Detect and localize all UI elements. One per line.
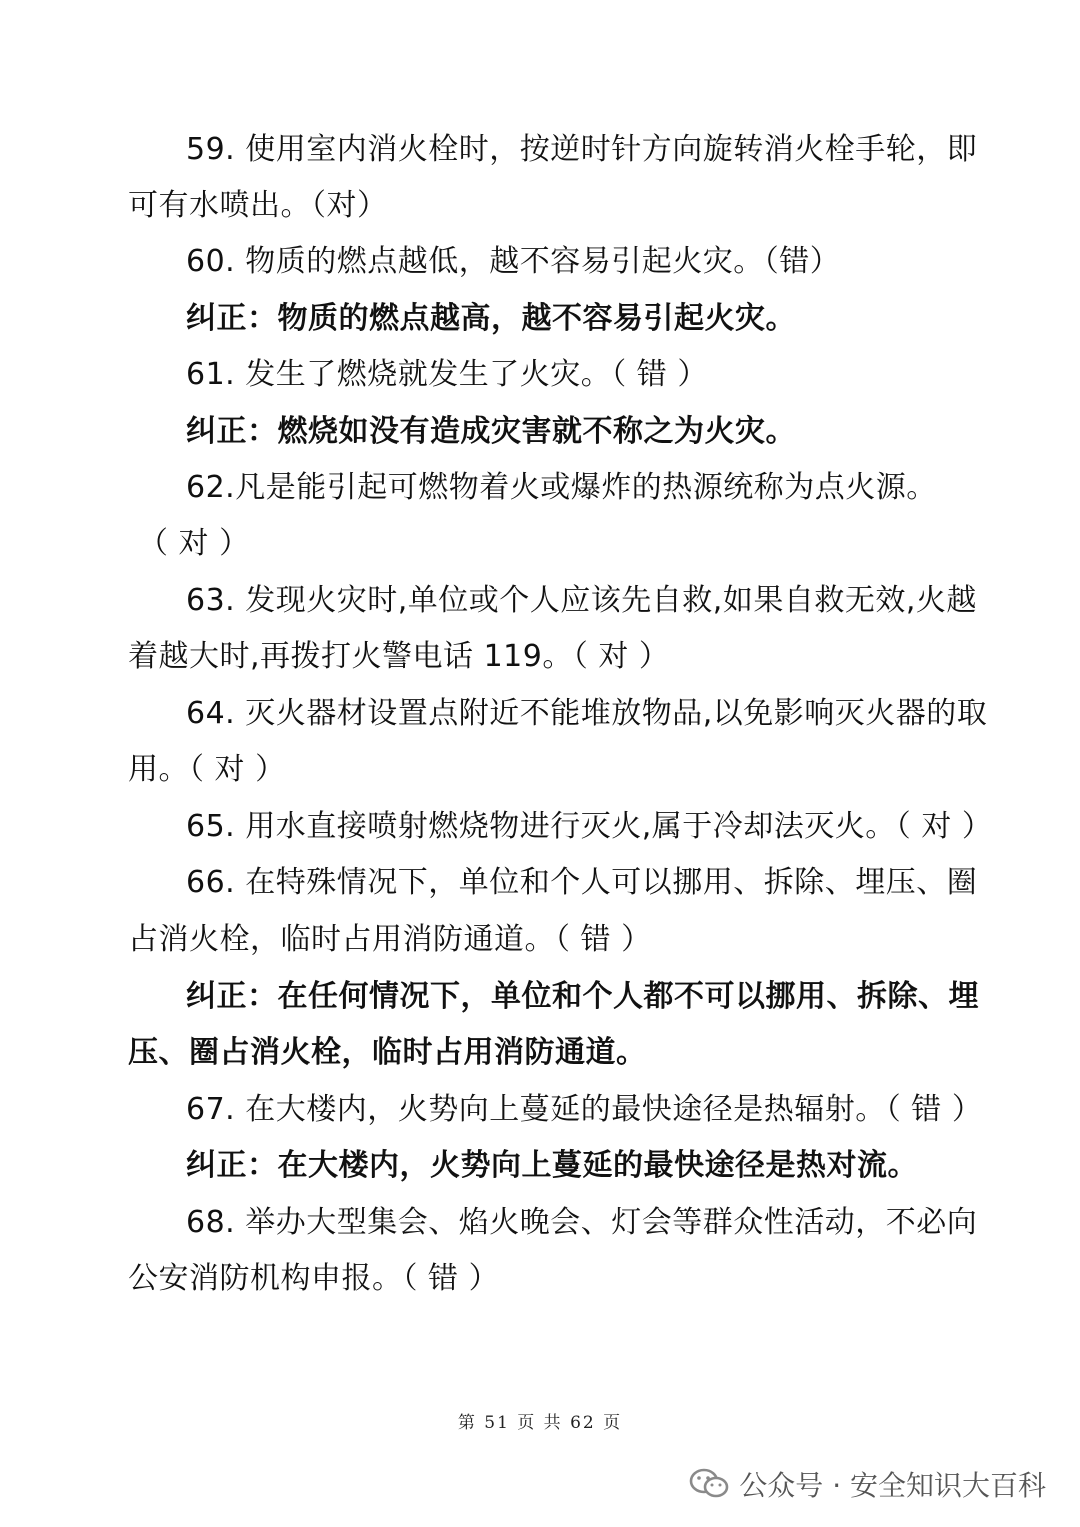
- question-64-line-1: 64. 灭火器材设置点附近不能堆放物品,以免影响灭火器的取: [186, 696, 988, 731]
- watermark: [689, 1460, 1046, 1508]
- question-68-line-2: 公安消防机构申报。（ 错 ）: [128, 1261, 500, 1296]
- question-61: 61. 发生了燃烧就发生了火灾。（ 错 ）: [186, 357, 708, 392]
- question-65: 65. 用水直接喷射燃烧物进行灭火,属于冷却法灭火。（ 对 ）: [186, 809, 993, 844]
- question-66-line-1: 66. 在特殊情况下，单位和个人可以挪用、拆除、埋压、圈: [186, 865, 978, 900]
- question-63-line-2: 着越大时,再拨打火警电话 119。（ 对 ）: [128, 639, 670, 674]
- question-60: 60. 物质的燃点越低，越不容易引起火灾。（错）: [186, 244, 841, 279]
- question-63-line-1: 63. 发现火灾时,单位或个人应该先自救,如果自救无效,火越: [186, 583, 977, 618]
- question-66-line-2: 占消火栓，临时占用消防通道。（ 错 ）: [128, 922, 652, 957]
- question-68-line-1: 68. 举办大型集会、焰火晚会、灯会等群众性活动，不必向: [186, 1205, 978, 1240]
- question-67: 67. 在大楼内，火势向上蔓延的最快途径是热辐射。（ 错 ）: [186, 1092, 983, 1127]
- correction-67: 纠正：在大楼内，火势向上蔓延的最快途径是热对流。: [186, 1148, 918, 1183]
- question-59-line-1: 59. 使用室内消火栓时，按逆时针方向旋转消火栓手轮，即: [186, 132, 978, 167]
- correction-66-line-2: 压、圈占消火栓，临时占用消防通道。: [128, 1035, 647, 1070]
- correction-61: 纠正：燃烧如没有造成灾害就不称之为火灾。: [186, 414, 796, 449]
- question-64-line-2: 用。（ 对 ）: [128, 752, 286, 787]
- question-59-line-2: 可有水喷出。（对）: [128, 188, 388, 223]
- page-footer: 第 51 页 共 62 页: [457, 1413, 623, 1433]
- correction-66-line-1: 纠正：在任何情况下，单位和个人都不可以挪用、拆除、埋: [186, 979, 979, 1014]
- wechat-official-account-icon: [689, 1467, 729, 1501]
- question-62-line-2: （ 对 ）: [138, 526, 250, 561]
- watermark-text: 公众号 · 安全知识大百科: [739, 1469, 1046, 1502]
- question-62-line-1: 62.凡是能引起可燃物着火或爆炸的热源统称为点火源。: [186, 470, 937, 505]
- correction-60: 纠正：物质的燃点越高，越不容易引起火灾。: [186, 301, 796, 336]
